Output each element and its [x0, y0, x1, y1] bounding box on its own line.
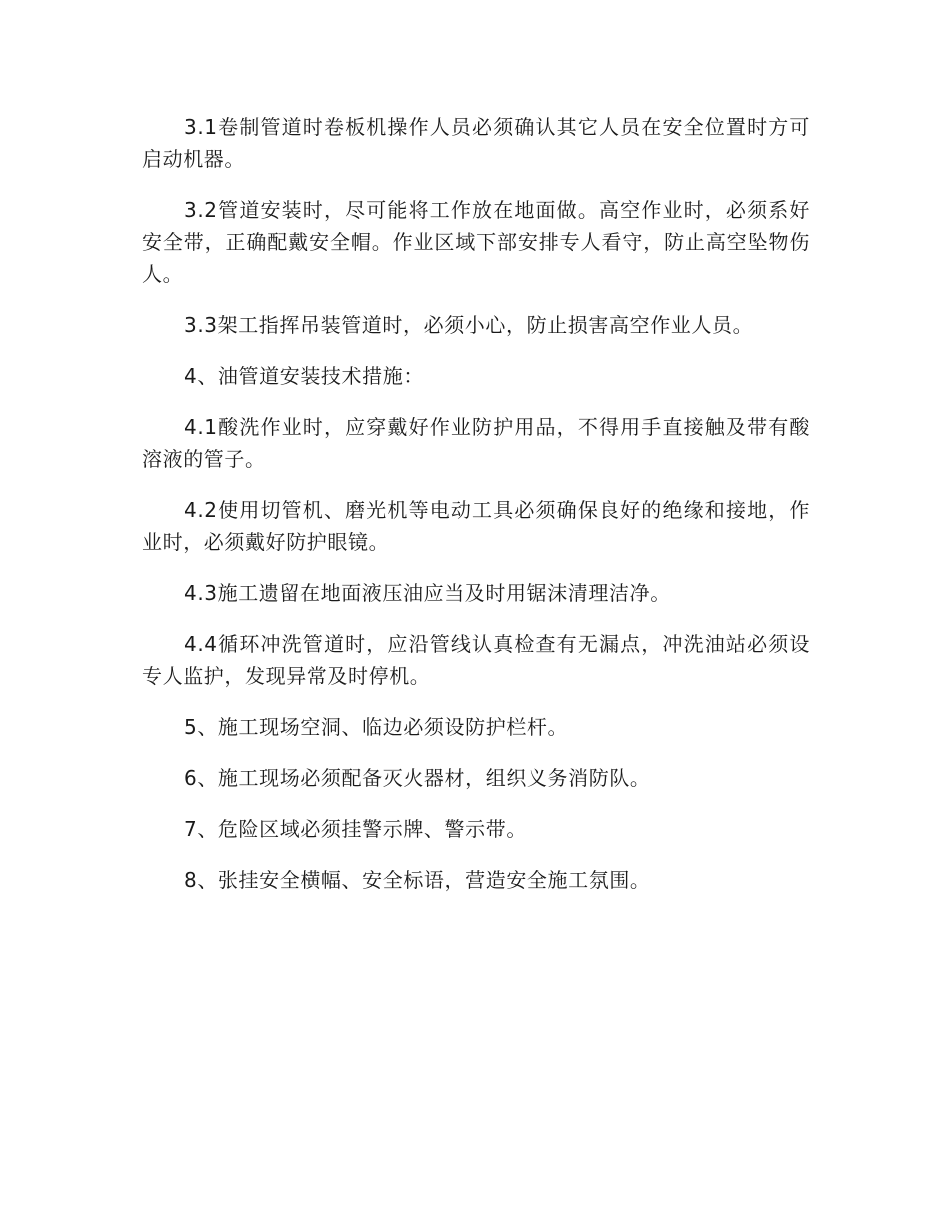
section-heading-4: 4、油管道安装技术措施：	[184, 364, 424, 388]
paragraph-3-3: 3.3架工指挥吊装管道时，必须小心，防止损害高空作业人员。	[184, 313, 754, 337]
item-6: 6、施工现场必须配备灭火器材，组织义务消防队。	[184, 766, 651, 790]
paragraph-4-2: 4.2使用切管机、磨光机等电动工具必须确保良好的绝缘和接地，作业时，必须戴好防护眼镜。	[142, 498, 810, 554]
paragraph-3-2: 3.2管道安装时，尽可能将工作放在地面做。高空作业时，必须系好安全带，正确配戴安全帽。作业区域下部安排专人看守，防止高空坠物伤人。	[142, 198, 810, 286]
item-5: 5、施工现场空洞、临边必须设防护栏杆。	[184, 715, 569, 739]
item-8: 8、张挂安全横幅、安全标语，营造安全施工氛围。	[184, 868, 651, 892]
item-7: 7、危险区域必须挂警示牌、警示带。	[184, 817, 527, 841]
paragraph-4-3: 4.3施工遗留在地面液压油应当及时用锯沫清理洁净。	[184, 581, 671, 605]
paragraph-4-1: 4.1酸洗作业时，应穿戴好作业防护用品，不得用手直接触及带有酸溶液的管子。	[142, 415, 810, 471]
paragraph-4-4: 4.4循环冲洗管道时，应沿管线认真检查有无漏点，冲洗油站必须设专人监护，发现异常及时停机。	[142, 632, 810, 688]
paragraph-3-1: 3.1卷制管道时卷板机操作人员必须确认其它人员在安全位置时方可启动机器。	[142, 115, 810, 171]
document-body	[142, 111, 810, 915]
